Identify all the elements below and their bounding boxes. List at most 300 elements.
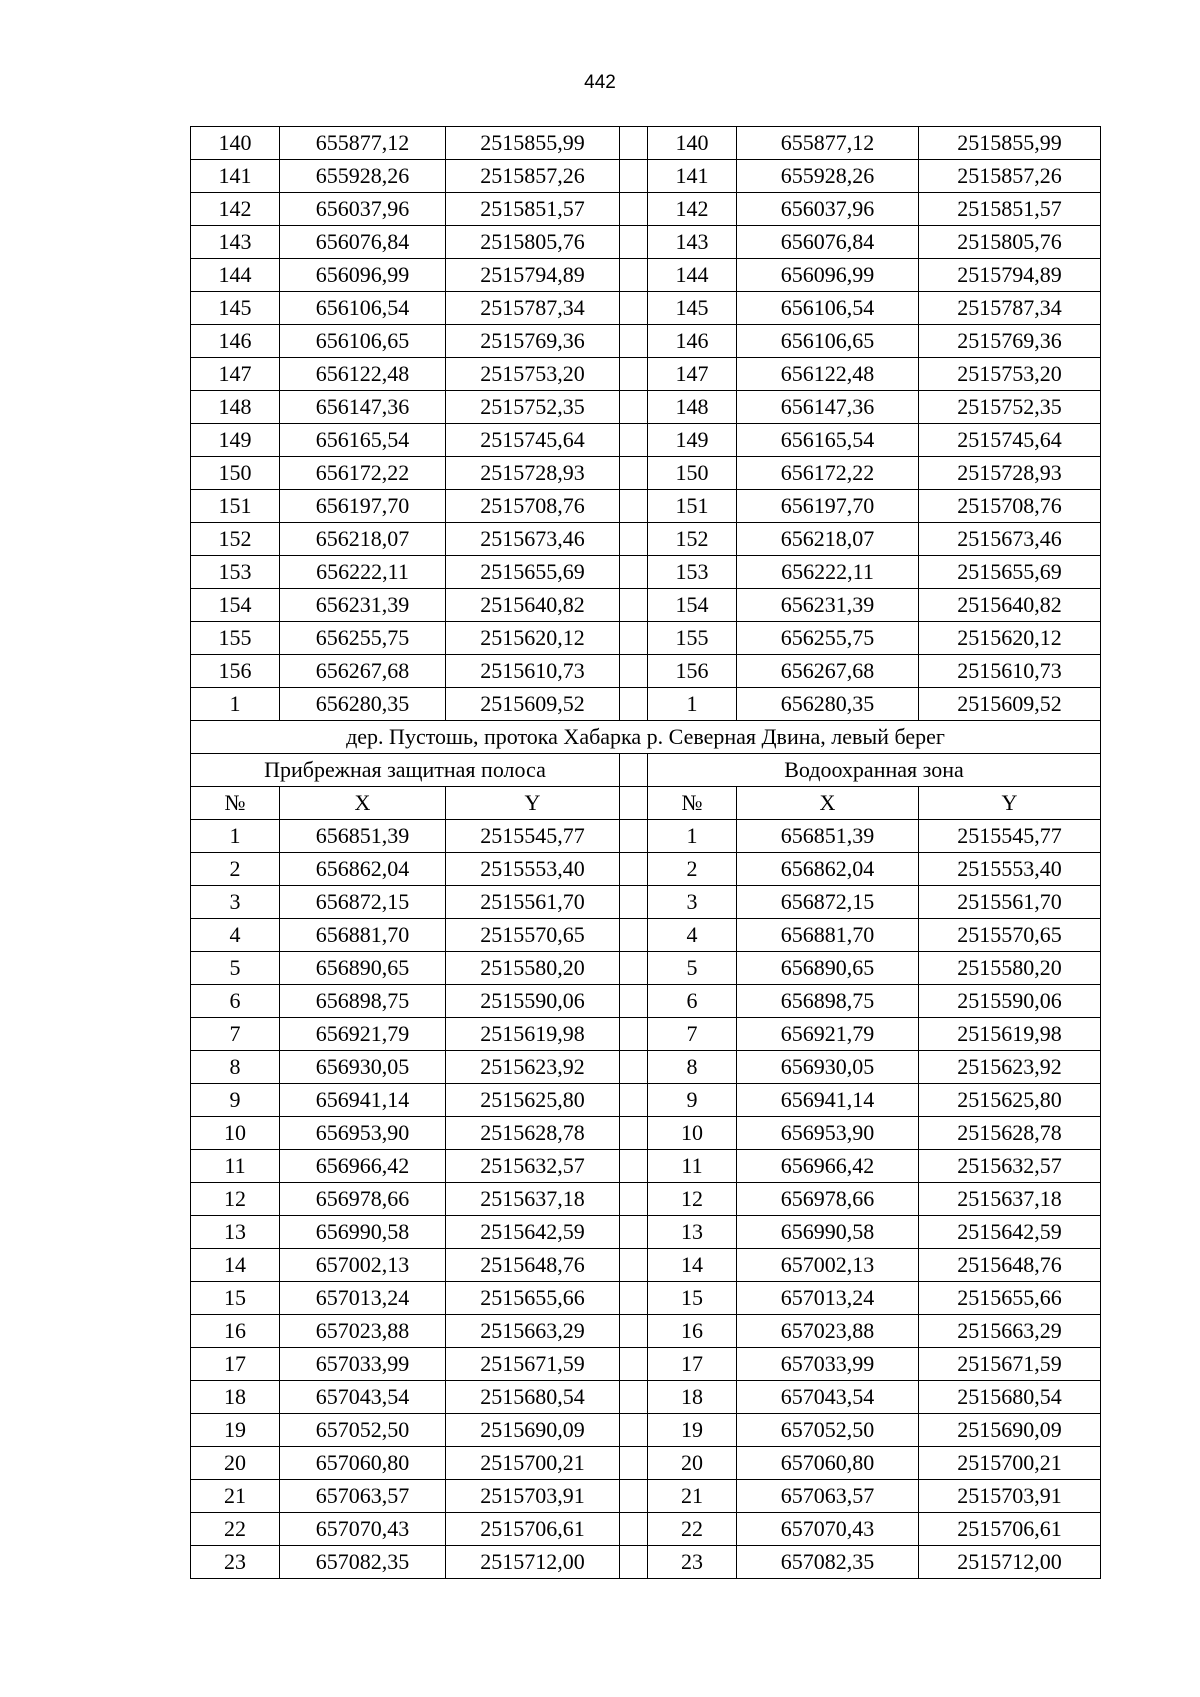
left-y-cell: 2515609,52 (446, 688, 620, 721)
right-x-cell: 656165,54 (737, 424, 919, 457)
left-num-cell: 9 (191, 1084, 280, 1117)
left-x-cell: 657033,99 (280, 1348, 446, 1381)
right-x-cell: 655928,26 (737, 160, 919, 193)
left-x-cell: 656255,75 (280, 622, 446, 655)
right-num-cell: 9 (648, 1084, 737, 1117)
left-num-cell: 13 (191, 1216, 280, 1249)
left-num-cell: 4 (191, 919, 280, 952)
table-row (191, 1018, 1101, 1051)
left-num-cell: 143 (191, 226, 280, 259)
gap-cell (620, 1183, 648, 1216)
gap-cell (620, 391, 648, 424)
table-row (191, 886, 1101, 919)
right-num-cell: 4 (648, 919, 737, 952)
gap-cell (620, 1216, 648, 1249)
left-x-cell: 656930,05 (280, 1051, 446, 1084)
right-y-cell: 2515609,52 (919, 688, 1101, 721)
right-num-cell: 17 (648, 1348, 737, 1381)
right-num-cell: 1 (648, 688, 737, 721)
right-num-cell: 6 (648, 985, 737, 1018)
left-x-cell: 656106,54 (280, 292, 446, 325)
left-num-cell: 21 (191, 1480, 280, 1513)
left-y-cell: 2515855,99 (446, 127, 620, 160)
right-x-cell: 656267,68 (737, 655, 919, 688)
right-num-cell: 145 (648, 292, 737, 325)
left-y-cell: 2515787,34 (446, 292, 620, 325)
gap-cell (620, 556, 648, 589)
right-x-cell: 656106,54 (737, 292, 919, 325)
right-y-cell: 2515620,12 (919, 622, 1101, 655)
section-title: дер. Пустошь, протока Хабарка р. Северная Двина, левый берег (191, 721, 1101, 754)
left-num-cell: 22 (191, 1513, 280, 1546)
gap-cell (620, 1084, 648, 1117)
left-num-cell: 140 (191, 127, 280, 160)
right-y-header: Y (919, 787, 1101, 820)
right-num-cell: 148 (648, 391, 737, 424)
right-num-cell: 1 (648, 820, 737, 853)
left-x-header: X (280, 787, 446, 820)
right-y-cell: 2515712,00 (919, 1546, 1101, 1579)
right-x-cell: 657013,24 (737, 1282, 919, 1315)
right-num-cell: 20 (648, 1447, 737, 1480)
left-y-cell: 2515590,06 (446, 985, 620, 1018)
right-x-cell: 656122,48 (737, 358, 919, 391)
right-x-cell: 657002,13 (737, 1249, 919, 1282)
gap-cell (620, 358, 648, 391)
table-row (191, 1414, 1101, 1447)
right-num-cell: 23 (648, 1546, 737, 1579)
right-x-cell: 656921,79 (737, 1018, 919, 1051)
left-x-cell: 656267,68 (280, 655, 446, 688)
gap-cell (620, 424, 648, 457)
right-y-cell: 2515805,76 (919, 226, 1101, 259)
left-x-cell: 656953,90 (280, 1117, 446, 1150)
right-y-cell: 2515700,21 (919, 1447, 1101, 1480)
right-y-cell: 2515787,34 (919, 292, 1101, 325)
left-y-cell: 2515851,57 (446, 193, 620, 226)
gap-cell (620, 259, 648, 292)
right-num-cell: 151 (648, 490, 737, 523)
left-num-cell: 12 (191, 1183, 280, 1216)
right-y-cell: 2515728,93 (919, 457, 1101, 490)
left-x-cell: 656280,35 (280, 688, 446, 721)
right-y-cell: 2515590,06 (919, 985, 1101, 1018)
table-row (191, 391, 1101, 424)
left-x-cell: 656037,96 (280, 193, 446, 226)
gap-cell (620, 1480, 648, 1513)
left-x-cell: 656881,70 (280, 919, 446, 952)
bottom-rows (191, 820, 1101, 1579)
right-y-cell: 2515706,61 (919, 1513, 1101, 1546)
table-row (191, 1546, 1101, 1579)
right-x-cell: 656197,70 (737, 490, 919, 523)
left-num-cell: 8 (191, 1051, 280, 1084)
table-row (191, 688, 1101, 721)
table-row (191, 1447, 1101, 1480)
left-x-cell: 656990,58 (280, 1216, 446, 1249)
left-y-cell: 2515619,98 (446, 1018, 620, 1051)
right-num-cell: 155 (648, 622, 737, 655)
right-y-cell: 2515570,65 (919, 919, 1101, 952)
left-num-cell: 23 (191, 1546, 280, 1579)
left-y-cell: 2515703,91 (446, 1480, 620, 1513)
coordinates-table (190, 126, 1101, 1579)
right-num-cell: 13 (648, 1216, 737, 1249)
left-y-cell: 2515640,82 (446, 589, 620, 622)
table-row (191, 556, 1101, 589)
right-x-cell: 656218,07 (737, 523, 919, 556)
right-num-header: № (648, 787, 737, 820)
left-x-cell: 656872,15 (280, 886, 446, 919)
right-y-cell: 2515580,20 (919, 952, 1101, 985)
left-num-cell: 150 (191, 457, 280, 490)
left-x-cell: 655877,12 (280, 127, 446, 160)
left-y-cell: 2515700,21 (446, 1447, 620, 1480)
right-num-cell: 147 (648, 358, 737, 391)
right-num-cell: 141 (648, 160, 737, 193)
left-num-cell: 145 (191, 292, 280, 325)
gap-cell (620, 1447, 648, 1480)
table-row (191, 523, 1101, 556)
right-y-cell: 2515553,40 (919, 853, 1101, 886)
right-x-cell: 656280,35 (737, 688, 919, 721)
right-y-cell: 2515673,46 (919, 523, 1101, 556)
right-x-cell: 657023,88 (737, 1315, 919, 1348)
left-x-cell: 657060,80 (280, 1447, 446, 1480)
left-num-cell: 146 (191, 325, 280, 358)
gap-cell (620, 622, 648, 655)
right-x-cell: 656941,14 (737, 1084, 919, 1117)
table-row (191, 1381, 1101, 1414)
left-y-cell: 2515690,09 (446, 1414, 620, 1447)
right-x-cell: 656930,05 (737, 1051, 919, 1084)
left-y-cell: 2515580,20 (446, 952, 620, 985)
left-x-cell: 656222,11 (280, 556, 446, 589)
left-x-cell: 656231,39 (280, 589, 446, 622)
right-num-cell: 5 (648, 952, 737, 985)
table-row (191, 127, 1101, 160)
zone-title-row (191, 754, 1101, 787)
table-row (191, 1249, 1101, 1282)
right-zone-title: Водоохранная зона (648, 754, 1101, 787)
left-y-cell: 2515769,36 (446, 325, 620, 358)
left-y-cell: 2515625,80 (446, 1084, 620, 1117)
right-x-cell: 656172,22 (737, 457, 919, 490)
left-num-header: № (191, 787, 280, 820)
table-row (191, 1084, 1101, 1117)
left-x-cell: 657043,54 (280, 1381, 446, 1414)
left-x-cell: 656147,36 (280, 391, 446, 424)
column-header-row (191, 787, 1101, 820)
left-x-cell: 655928,26 (280, 160, 446, 193)
left-x-cell: 656172,22 (280, 457, 446, 490)
top-rows (191, 127, 1101, 721)
right-y-cell: 2515628,78 (919, 1117, 1101, 1150)
right-x-cell: 656231,39 (737, 589, 919, 622)
right-y-cell: 2515637,18 (919, 1183, 1101, 1216)
left-num-cell: 154 (191, 589, 280, 622)
right-y-cell: 2515619,98 (919, 1018, 1101, 1051)
right-y-cell: 2515623,92 (919, 1051, 1101, 1084)
left-num-cell: 18 (191, 1381, 280, 1414)
left-x-cell: 656966,42 (280, 1150, 446, 1183)
right-x-cell: 657033,99 (737, 1348, 919, 1381)
left-y-cell: 2515623,92 (446, 1051, 620, 1084)
right-x-cell: 656881,70 (737, 919, 919, 952)
left-y-cell: 2515673,46 (446, 523, 620, 556)
right-y-cell: 2515708,76 (919, 490, 1101, 523)
right-num-cell: 8 (648, 1051, 737, 1084)
left-num-cell: 2 (191, 853, 280, 886)
right-x-cell: 657063,57 (737, 1480, 919, 1513)
right-y-cell: 2515857,26 (919, 160, 1101, 193)
right-num-cell: 10 (648, 1117, 737, 1150)
table-row (191, 457, 1101, 490)
left-y-cell: 2515570,65 (446, 919, 620, 952)
table-row (191, 853, 1101, 886)
right-y-cell: 2515855,99 (919, 127, 1101, 160)
left-y-cell: 2515857,26 (446, 160, 620, 193)
right-x-cell: 656222,11 (737, 556, 919, 589)
right-x-cell: 657082,35 (737, 1546, 919, 1579)
left-num-cell: 153 (191, 556, 280, 589)
left-zone-title: Прибрежная защитная полоса (191, 754, 620, 787)
left-x-cell: 656076,84 (280, 226, 446, 259)
table-row (191, 1348, 1101, 1381)
left-y-header: Y (446, 787, 620, 820)
left-y-cell: 2515752,35 (446, 391, 620, 424)
left-num-cell: 151 (191, 490, 280, 523)
left-x-cell: 656978,66 (280, 1183, 446, 1216)
left-y-cell: 2515620,12 (446, 622, 620, 655)
table-row (191, 160, 1101, 193)
left-y-cell: 2515794,89 (446, 259, 620, 292)
right-x-cell: 656953,90 (737, 1117, 919, 1150)
gap-cell (620, 1414, 648, 1447)
right-x-cell: 657060,80 (737, 1447, 919, 1480)
left-y-cell: 2515712,00 (446, 1546, 620, 1579)
right-y-cell: 2515690,09 (919, 1414, 1101, 1447)
left-x-cell: 656862,04 (280, 853, 446, 886)
left-x-cell: 656106,65 (280, 325, 446, 358)
right-num-cell: 12 (648, 1183, 737, 1216)
right-y-cell: 2515671,59 (919, 1348, 1101, 1381)
right-x-cell: 656255,75 (737, 622, 919, 655)
left-x-cell: 656898,75 (280, 985, 446, 1018)
left-x-cell: 656851,39 (280, 820, 446, 853)
left-num-cell: 1 (191, 688, 280, 721)
right-num-cell: 144 (648, 259, 737, 292)
table-row (191, 820, 1101, 853)
left-y-cell: 2515706,61 (446, 1513, 620, 1546)
left-num-cell: 144 (191, 259, 280, 292)
left-y-cell: 2515671,59 (446, 1348, 620, 1381)
left-num-cell: 7 (191, 1018, 280, 1051)
right-num-cell: 154 (648, 589, 737, 622)
right-x-cell: 656890,65 (737, 952, 919, 985)
gap-cell (620, 1117, 648, 1150)
gap-cell (620, 127, 648, 160)
left-y-cell: 2515728,93 (446, 457, 620, 490)
gap-cell (620, 1546, 648, 1579)
table-row (191, 1315, 1101, 1348)
table-row (191, 226, 1101, 259)
left-x-cell: 656890,65 (280, 952, 446, 985)
right-num-cell: 143 (648, 226, 737, 259)
left-num-cell: 19 (191, 1414, 280, 1447)
table-row (191, 490, 1101, 523)
right-x-cell: 655877,12 (737, 127, 919, 160)
table-row (191, 589, 1101, 622)
left-y-cell: 2515610,73 (446, 655, 620, 688)
gap-cell (620, 820, 648, 853)
section-title-row (191, 721, 1101, 754)
left-x-cell: 656122,48 (280, 358, 446, 391)
gap-cell (620, 886, 648, 919)
left-x-cell: 657070,43 (280, 1513, 446, 1546)
right-num-cell: 149 (648, 424, 737, 457)
gap-cell (620, 160, 648, 193)
right-y-cell: 2515642,59 (919, 1216, 1101, 1249)
left-num-cell: 1 (191, 820, 280, 853)
right-y-cell: 2515655,69 (919, 556, 1101, 589)
left-num-cell: 16 (191, 1315, 280, 1348)
table-row (191, 259, 1101, 292)
left-x-cell: 656218,07 (280, 523, 446, 556)
right-x-cell: 656851,39 (737, 820, 919, 853)
left-num-cell: 15 (191, 1282, 280, 1315)
gap-cell (620, 952, 648, 985)
gap-cell (620, 1381, 648, 1414)
right-x-cell: 656978,66 (737, 1183, 919, 1216)
right-num-cell: 153 (648, 556, 737, 589)
left-y-cell: 2515753,20 (446, 358, 620, 391)
right-y-cell: 2515794,89 (919, 259, 1101, 292)
table-row (191, 292, 1101, 325)
gap-cell (620, 655, 648, 688)
right-num-cell: 19 (648, 1414, 737, 1447)
gap-cell (620, 1315, 648, 1348)
left-x-cell: 656096,99 (280, 259, 446, 292)
gap-cell (620, 523, 648, 556)
left-num-cell: 156 (191, 655, 280, 688)
left-num-cell: 10 (191, 1117, 280, 1150)
right-x-cell: 656872,15 (737, 886, 919, 919)
left-y-cell: 2515655,69 (446, 556, 620, 589)
left-y-cell: 2515648,76 (446, 1249, 620, 1282)
table-row (191, 1282, 1101, 1315)
right-y-cell: 2515625,80 (919, 1084, 1101, 1117)
left-x-cell: 656921,79 (280, 1018, 446, 1051)
gap-cell (620, 589, 648, 622)
left-num-cell: 6 (191, 985, 280, 1018)
right-num-cell: 18 (648, 1381, 737, 1414)
left-x-cell: 656197,70 (280, 490, 446, 523)
gap-cell (620, 292, 648, 325)
right-x-cell: 657070,43 (737, 1513, 919, 1546)
left-y-cell: 2515655,66 (446, 1282, 620, 1315)
right-num-cell: 7 (648, 1018, 737, 1051)
left-x-cell: 657082,35 (280, 1546, 446, 1579)
right-x-cell: 656037,96 (737, 193, 919, 226)
left-num-cell: 148 (191, 391, 280, 424)
left-num-cell: 5 (191, 952, 280, 985)
right-x-cell: 657043,54 (737, 1381, 919, 1414)
right-x-cell: 657052,50 (737, 1414, 919, 1447)
left-num-cell: 20 (191, 1447, 280, 1480)
right-y-cell: 2515703,91 (919, 1480, 1101, 1513)
left-num-cell: 17 (191, 1348, 280, 1381)
right-num-cell: 21 (648, 1480, 737, 1513)
right-num-cell: 142 (648, 193, 737, 226)
left-y-cell: 2515545,77 (446, 820, 620, 853)
table-row (191, 1051, 1101, 1084)
right-y-cell: 2515753,20 (919, 358, 1101, 391)
left-y-cell: 2515805,76 (446, 226, 620, 259)
right-num-cell: 15 (648, 1282, 737, 1315)
table-row (191, 655, 1101, 688)
gap-cell (620, 1348, 648, 1381)
left-x-cell: 657002,13 (280, 1249, 446, 1282)
gap-cell (620, 688, 648, 721)
table-row (191, 358, 1101, 391)
table-row (191, 1513, 1101, 1546)
right-num-cell: 16 (648, 1315, 737, 1348)
right-x-cell: 656898,75 (737, 985, 919, 1018)
left-num-cell: 147 (191, 358, 280, 391)
left-x-cell: 657052,50 (280, 1414, 446, 1447)
left-y-cell: 2515680,54 (446, 1381, 620, 1414)
right-x-cell: 656096,99 (737, 259, 919, 292)
right-x-cell: 656076,84 (737, 226, 919, 259)
left-y-cell: 2515553,40 (446, 853, 620, 886)
table-row (191, 325, 1101, 358)
right-num-cell: 146 (648, 325, 737, 358)
right-num-cell: 14 (648, 1249, 737, 1282)
left-x-cell: 656941,14 (280, 1084, 446, 1117)
right-num-cell: 152 (648, 523, 737, 556)
left-num-cell: 14 (191, 1249, 280, 1282)
right-y-cell: 2515752,35 (919, 391, 1101, 424)
gap-cell (620, 985, 648, 1018)
left-y-cell: 2515642,59 (446, 1216, 620, 1249)
left-num-cell: 155 (191, 622, 280, 655)
right-x-cell: 656862,04 (737, 853, 919, 886)
left-x-cell: 657063,57 (280, 1480, 446, 1513)
left-y-cell: 2515708,76 (446, 490, 620, 523)
gap-cell (620, 193, 648, 226)
table-row (191, 1150, 1101, 1183)
right-y-cell: 2515545,77 (919, 820, 1101, 853)
table-row (191, 193, 1101, 226)
left-num-cell: 142 (191, 193, 280, 226)
gap-cell (620, 457, 648, 490)
right-y-cell: 2515632,57 (919, 1150, 1101, 1183)
table-row (191, 1117, 1101, 1150)
right-num-cell: 2 (648, 853, 737, 886)
right-num-cell: 156 (648, 655, 737, 688)
gap-cell (620, 1150, 648, 1183)
gap-cell (620, 1513, 648, 1546)
right-y-cell: 2515851,57 (919, 193, 1101, 226)
left-num-cell: 152 (191, 523, 280, 556)
table-row (191, 985, 1101, 1018)
table-row (191, 952, 1101, 985)
gap-cell (620, 490, 648, 523)
page-number: 442 (584, 72, 616, 93)
right-x-cell: 656966,42 (737, 1150, 919, 1183)
right-y-cell: 2515640,82 (919, 589, 1101, 622)
